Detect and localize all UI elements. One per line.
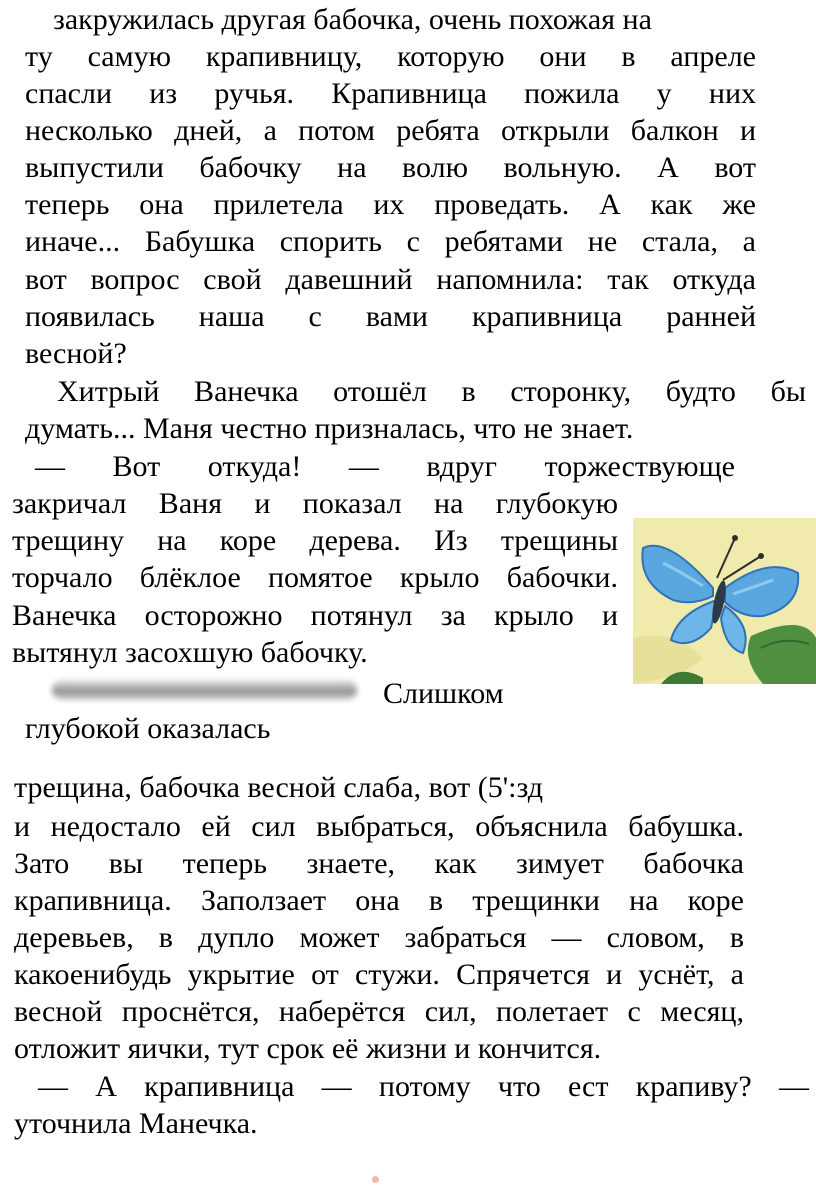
text-line-24: крапивница. Заползает она в трещинки на коре [14, 884, 744, 917]
text-line-3: спасли из ручья. Крапивница пожила у них [25, 77, 756, 110]
text-line-11: Хитрый Ванечка отошёл в сторонку, будто бы [57, 375, 806, 408]
text-line-17: Ванечка осторожно потянул за крыло и [12, 599, 618, 632]
text-line-1: закружилась другая бабочка, очень похожая на [53, 3, 652, 36]
page-mark [372, 1176, 379, 1183]
text-line-30: уточнила Манечка. [14, 1107, 258, 1140]
text-line-21: трещина, бабочка весной слаба, вот (5':зд [14, 771, 544, 804]
text-line-16: торчало блёклое помятое крыло бабочки. [12, 561, 618, 594]
text-line-2: ту самую крапивницу, которую они в апреле [25, 40, 756, 73]
text-line-27: весной проснётся, наберётся сил, полетает с месяц, [14, 995, 744, 1028]
text-line-9: появилась наша с вами крапивница ранней [25, 300, 756, 333]
text-line-23: Зато вы теперь знаете, как зимует бабочка [14, 847, 744, 880]
text-line-20: глубокой оказалась [25, 712, 271, 745]
text-line-12: думать... Маня честно призналась, что не знает. [25, 412, 634, 445]
blurred-text-region [52, 680, 357, 700]
butterfly-illustration [633, 518, 816, 684]
text-line-14: закричал Ваня и показал на глубокую [12, 487, 618, 520]
text-line-22: и недостало ей сил выбраться, объяснила бабушка. [14, 810, 744, 843]
text-line-18: вытянул засохшую бабочку. [12, 636, 368, 669]
text-line-6: теперь она прилетела их проведать. А как же [25, 188, 756, 221]
text-line-28: отложит яички, тут срок её жизни и кончится. [14, 1032, 602, 1065]
text-line-29: — А крапивница — потому что ест крапиву? — [38, 1070, 809, 1103]
text-line-19: Слишком [383, 677, 504, 710]
text-line-10: весной? [25, 337, 127, 370]
text-line-8: вот вопрос свой давешний напомнила: так откуда [25, 263, 756, 296]
text-line-26: какоенибудь укрытие от стужи. Спрячется и уснёт, а [14, 958, 744, 991]
text-line-15: трещину на коре дерева. Из трещины [12, 524, 618, 557]
text-line-4: несколько дней, а потом ребята открыли балкон и [25, 114, 756, 147]
text-line-5: выпустили бабочку на волю вольную. А вот [25, 151, 756, 184]
text-line-13: — Вот откуда! — вдруг торжествующе [35, 450, 735, 483]
butterfly-illustration-icon [633, 518, 816, 684]
text-line-25: деревьев, в дупло может забраться — словом, в [14, 921, 744, 954]
text-line-7: иначе... Бабушка спорить с ребятами не стала, а [25, 225, 756, 258]
